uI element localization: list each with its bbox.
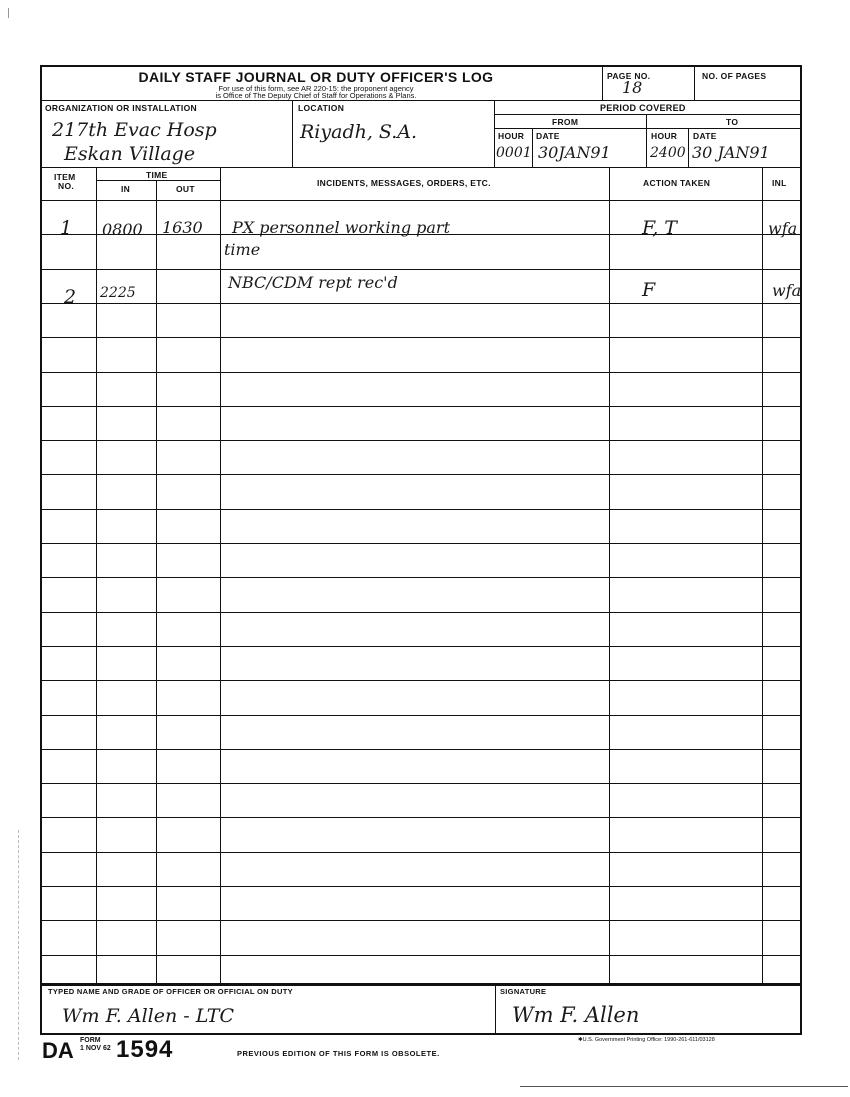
in-label: IN	[121, 184, 131, 194]
from-hour-label: HOUR	[498, 131, 525, 141]
to-label: TO	[726, 117, 739, 127]
from-date-value: 30JAN91	[538, 143, 611, 162]
form-word: FORM	[80, 1037, 101, 1044]
item-label-2: NO.	[58, 181, 75, 191]
gpo-note: ✱U.S. Government Printing Office: 1990-261-611/03128	[578, 1037, 715, 1043]
period-covered-label: PERIOD COVERED	[600, 103, 686, 113]
from-date-label: DATE	[536, 131, 560, 141]
entry-1-initials: wfa	[768, 219, 798, 238]
journal-row-line	[42, 337, 800, 338]
journal-row-line	[42, 852, 800, 853]
form-date: 1 NOV 62	[80, 1045, 111, 1052]
no-of-pages-label: NO. OF PAGES	[702, 71, 767, 81]
from-label: FROM	[552, 117, 579, 127]
entry-1-incident-cont: time	[224, 240, 261, 259]
da-label: DA	[42, 1038, 74, 1063]
organization-line-2: Eskan Village	[64, 143, 196, 165]
form-number: 1594	[116, 1036, 174, 1063]
form-subtitle-2: is Office of The Deputy Chief of Staff for Operations & Plans.	[215, 91, 417, 100]
signature-value: Wm F. Allen	[512, 1003, 640, 1027]
typed-name-label: TYPED NAME AND GRADE OF OFFICER OR OFFICIAL ON DUTY	[48, 987, 293, 996]
journal-row-line	[42, 817, 800, 818]
page-edge-line	[520, 1086, 848, 1087]
journal-row-line	[42, 646, 800, 647]
location-value: Riyadh, S.A.	[300, 121, 418, 143]
journal-row-line	[42, 920, 800, 921]
signature-label: SIGNATURE	[500, 987, 547, 996]
journal-row-line	[42, 509, 800, 510]
entry-1-item: 1	[60, 217, 73, 239]
out-label: OUT	[176, 184, 195, 194]
journal-row-line	[42, 612, 800, 613]
form-title: DAILY STAFF JOURNAL OR DUTY OFFICER'S LOG	[138, 69, 494, 85]
to-hour-label: HOUR	[651, 131, 678, 141]
entry-2-initials: wfa	[772, 281, 802, 300]
journal-row-line	[42, 303, 800, 304]
journal-row-line	[42, 269, 800, 270]
to-date-value: 30 JAN91	[692, 143, 770, 162]
entry-2-action: F	[642, 279, 656, 301]
entry-1-in: 0800	[102, 220, 143, 239]
signature-block	[40, 983, 802, 1035]
incidents-label: INCIDENTS, MESSAGES, ORDERS, ETC.	[317, 178, 491, 188]
entry-1-action: F, T	[642, 217, 677, 239]
journal-row-line	[42, 680, 800, 681]
action-taken-label: ACTION TAKEN	[643, 178, 711, 188]
location-label: LOCATION	[298, 103, 345, 113]
organization-label: ORGANIZATION OR INSTALLATION	[45, 103, 197, 113]
from-hour-value: 0001	[496, 145, 532, 161]
entry-2-incident: NBC/CDM rept rec'd	[228, 273, 398, 292]
journal-row-line	[42, 372, 800, 373]
journal-row-line	[42, 715, 800, 716]
journal-row-line	[42, 406, 800, 407]
journal-row-line	[42, 543, 800, 544]
journal-row-line	[42, 474, 800, 475]
journal-row-line	[42, 886, 800, 887]
entry-2-item: 2	[64, 286, 77, 308]
entry-2-in: 2225	[100, 285, 136, 301]
previous-edition-note: PREVIOUS EDITION OF THIS FORM IS OBSOLETE.	[237, 1049, 440, 1058]
staff-journal-form	[40, 65, 802, 985]
journal-row-line	[42, 200, 800, 201]
inl-label: INL	[772, 178, 787, 188]
scan-fold-line	[18, 830, 20, 1060]
to-date-label: DATE	[693, 131, 717, 141]
item-label-1: ITEM	[54, 172, 76, 182]
journal-row-line	[42, 749, 800, 750]
entry-1-incident: PX personnel working part	[232, 218, 451, 237]
to-hour-value: 2400	[650, 145, 686, 161]
organization-line-1: 217th Evac Hosp	[52, 119, 217, 141]
page-no-label: PAGE NO.	[607, 71, 651, 81]
journal-row-line	[42, 783, 800, 784]
entry-1-out: 1630	[162, 218, 203, 237]
form-subtitle-1: For use of this form, see AR 220-15: the proponent agency	[218, 84, 414, 93]
journal-row-line	[42, 440, 800, 441]
journal-row-line	[42, 577, 800, 578]
typed-name-value: Wm F. Allen - LTC	[62, 1005, 235, 1027]
journal-row-line	[42, 955, 800, 956]
time-label: TIME	[146, 170, 168, 180]
page-no-value: 18	[622, 78, 643, 97]
form-label	[80, 1037, 111, 1053]
scan-mark	[8, 8, 9, 18]
